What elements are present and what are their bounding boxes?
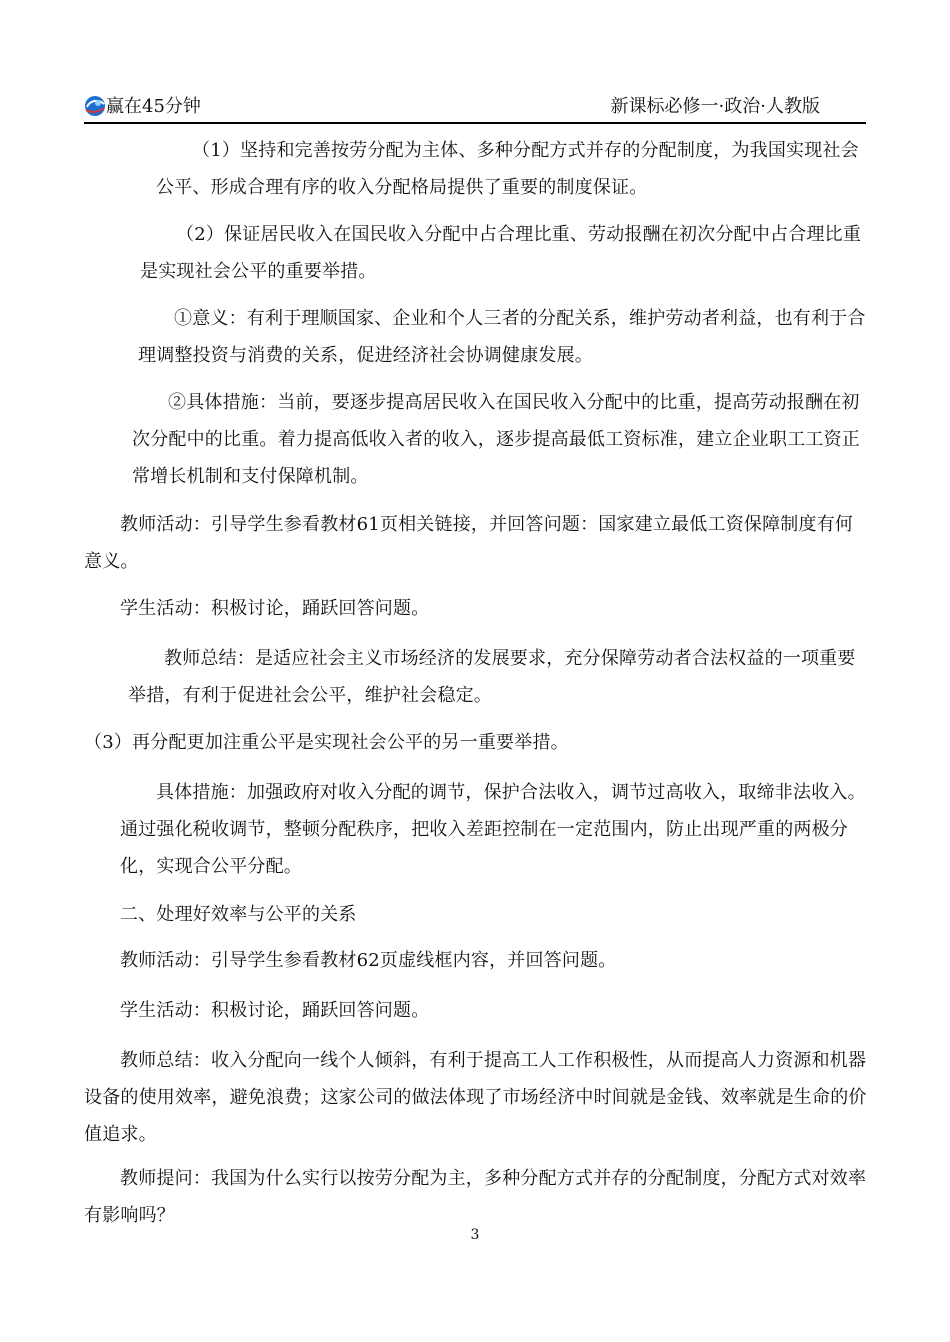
page-header [84,94,866,124]
section-heading: 二、处理好效率与公平的关系 [120,904,357,925]
paragraph-8: （3）再分配更加注重公平是实现社会公平的另一重要举措。 [84,732,569,753]
paragraph-4: ②具体措施：当前，要逐步提高居民收入在国民收入分配中的比重，提高劳动报酬在初次分配中的比重。着力提高低收入者的收入，逐步提高最低工资标准，建立企业职工工资正常增长机制和支付保障机制。 [132,392,860,487]
paragraph-6: 学生活动：积极讨论，踊跃回答问题。 [120,598,430,619]
paragraph-7: 教师总结：是适应社会主义市场经济的发展要求，充分保障劳动者合法权益的一项重要举措，有利于促进社会公平，维护社会稳定。 [128,648,856,706]
paragraph-1: （1）坚持和完善按劳分配为主体、多种分配方式并存的分配制度，为我国实现社会公平、形成合理有序的收入分配格局提供了重要的制度保证。 [156,140,859,198]
paragraph-5: 教师活动：引导学生参看教材61页相关链接，并回答问题：国家建立最低工资保障制度有何意义。 [84,514,854,572]
header-course: 新课标必修一·政治·人教版 [610,96,820,117]
paragraph-3: ①意义：有利于理顺国家、企业和个人三者的分配关系，维护劳动者利益，也有利于合理调整投资与消费的关系，促进经济社会协调健康发展。 [138,308,866,366]
paragraph-14: 教师提问：我国为什么实行以按劳分配为主，多种分配方式并存的分配制度，分配方式对效率有影响吗？ [84,1168,867,1226]
paragraph-2: （2）保证居民收入在国民收入分配中占合理比重、劳动报酬在初次分配中占合理比重是实现社会公平的重要举措。 [140,224,862,282]
paragraph-9: 具体措施：加强政府对收入分配的调节，保护合法收入，调节过高收入，取缔非法收入。通过强化税收调节，整顿分配秩序，把收入差距控制在一定范围内，防止出现严重的两极分化，实现合公平分配。 [120,782,866,877]
paragraph-13: 教师总结：收入分配向一线个人倾斜，有利于提高工人工作积极性，从而提高人力资源和机器设备的使用效率，避免浪费；这家公司的做法体现了市场经济中时间就是金钱、效率就是生命的价值追求。 [84,1050,867,1145]
logo-icon [84,95,106,117]
paragraph-11: 教师活动：引导学生参看教材62页虚线框内容，并回答问题。 [120,950,617,971]
header-title: 赢在45分钟 [106,96,201,117]
page-number: 3 [470,1227,480,1243]
paragraph-12: 学生活动：积极讨论，踊跃回答问题。 [120,1000,430,1021]
